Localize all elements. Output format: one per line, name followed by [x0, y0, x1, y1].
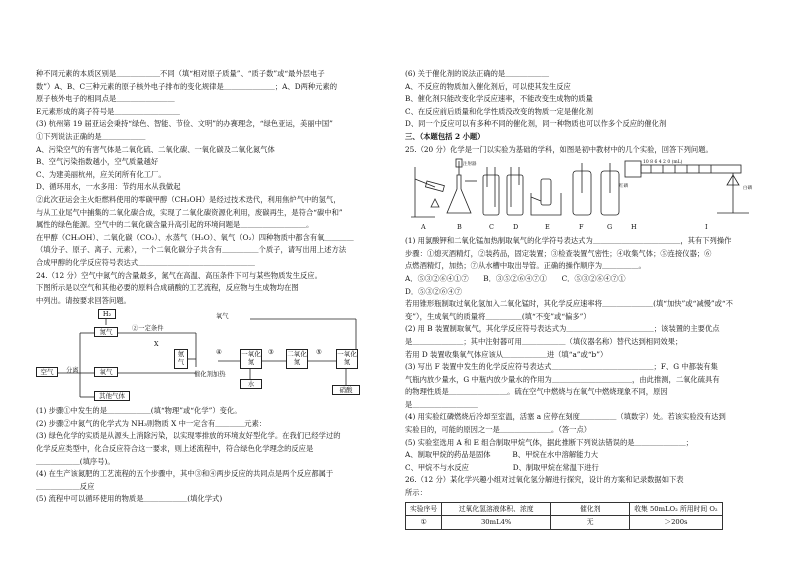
- catalyst-line: B、催化剂只能改变化学反应速率，不能改变生成物的质量: [405, 94, 593, 104]
- white-phosphorus-text: 白磷: [743, 186, 752, 192]
- q25-part-line: 所示：: [405, 488, 427, 498]
- step4-label: ④: [216, 349, 222, 357]
- left-top-line: 与从工业尾气中捕集的二氧化碳合成，实现了二氧化碳资源化利用，废碳再生，是符合“碳中和”: [36, 207, 343, 217]
- q25-part-line: 是＿＿＿＿＿＿＿；其中注射器可用＿＿＿＿＿＿（填仪器名称）替代达到相同效果；: [405, 336, 683, 346]
- q24-part-line: 化学反应类型中，化合反应符合这一要求，则上述流程中，符合绿色化学理念的反应是: [36, 444, 314, 454]
- table-row: [406, 516, 723, 530]
- step3-label: ③: [268, 349, 274, 357]
- q24-part-line: ＿＿＿＿＿＿(填序号)。: [36, 456, 115, 466]
- q25-part-line: 变”），生成氧气的质量将＿＿＿＿＿(填“不变”或“偏多”）: [405, 311, 591, 321]
- other-gas-box: 其他气体: [94, 391, 130, 401]
- label-g: G: [607, 223, 613, 232]
- q24-line: 中列出。请按要求回答问题。: [36, 295, 131, 305]
- q25-part-line: 步骤：①熄灭酒精灯，②装药品，固定装置；③检查装置气密性；④收集气体；⑤连接仪器；⑥: [405, 248, 712, 258]
- apparatus-drawing: [405, 157, 760, 221]
- left-top-line: ①下列说法正确的是＿＿＿＿＿＿: [36, 131, 146, 141]
- q24-part-line: (4) 在生产该氮肥的工艺流程的五个步骤中，其中③和④两步反应的共同点是两个反应都属于: [36, 469, 334, 479]
- q24-part-line: ＿＿＿＿＿＿反应: [36, 481, 95, 491]
- question-25-intro: [405, 144, 760, 157]
- lab-apparatus-figure: [405, 157, 760, 233]
- catalyst-line: C、在反应前后质量和化学性质没改变的物质一定是催化剂: [405, 106, 594, 116]
- n2-box: 氮气: [94, 327, 118, 337]
- left-top-line: 种不同元素的本质区别是＿＿＿＿＿＿不同（填“相对原子质量”、“质子数”或“最外层电子: [36, 69, 325, 78]
- q25-part-line: 26.（12 分）某化学兴趣小组对过氧化氢分解进行探究，设计的方案和记录数据如下表: [405, 475, 684, 485]
- table-header-cell: 催化剂: [551, 502, 630, 516]
- table-header-cell: 过氧化氢溶液体积、浓度: [442, 502, 551, 516]
- water-box: 水: [240, 379, 262, 389]
- catalyst-line: (6) 关于催化剂的说法正确的是＿＿＿＿＿＿: [405, 69, 549, 78]
- left-top-line: E元素形成的离子符号是＿＿＿＿＿＿＿＿＿: [36, 106, 180, 116]
- left-top-text: [36, 68, 386, 270]
- question-24-parts: [36, 405, 386, 506]
- scale-text: 10 8 6 4 2 0 (mL): [643, 160, 683, 166]
- q24-part-line: (3) 绿色化学的实质是从源头上消除污染，以实现零排放的环境友好型化学。在我们已经学过的: [36, 431, 341, 441]
- catalyst-heat-label: 催化剂加热: [194, 371, 226, 379]
- q25-part-line: (2) 用 B 装置制取氧气，其化学反应符号表达式为＿＿＿＿＿＿＿＿＿＿＿＿；该装置的主要优点: [405, 324, 720, 334]
- air-box: 空气: [36, 367, 58, 377]
- right-column: [405, 68, 760, 530]
- label-i: I: [705, 223, 708, 232]
- left-top-line: 属性的绿色能源。空气中的二氧化碳含量升高引起的环境问题是＿＿＿＿＿＿＿＿＿。: [36, 220, 314, 230]
- q24-part-line: (1) 步骤①中发生的是＿＿＿＿＿＿(填“物理”或“化学”）变化。: [36, 406, 242, 416]
- q24-line: 下图所示是以空气和其他必要的原料合成硝酸的工艺流程，反应物与生成物均在图: [36, 283, 299, 293]
- h2-box: H₂: [98, 309, 116, 319]
- q25-part-line: 实验目的，可能的原因之一是＿＿＿＿＿＿＿。（答一点）: [405, 425, 592, 435]
- table-cell: ①: [406, 516, 442, 530]
- label-c: C: [489, 223, 494, 232]
- no-return-box: 一氧化氮: [336, 349, 358, 369]
- q24-part-line: (2) 步骤②中氮气的化学式为 NH₃则物质 X 中一定含有＿＿＿＿元素：: [36, 418, 267, 428]
- table-cell: 无: [551, 516, 630, 530]
- q25-part-line: 若用锥形瓶制取过氧化氢加入二氧化锰时，其化学反应速率将＿＿＿＿＿＿＿(填“加快”或“减慢”或“不: [405, 299, 733, 309]
- q25-part-line: 若用 D 装置收集氧气体应该从＿＿＿＿＿＿进（填“a”或“b”）: [405, 349, 608, 359]
- left-column: [36, 68, 386, 506]
- no-box: 一氧化氮: [240, 349, 262, 369]
- q25-part-line: 点燃酒精灯，加热；⑦从水槽中取出导管。正确的操作顺序为＿＿＿＿＿。: [405, 261, 646, 271]
- left-top-line: D、循环用水，一水多用：节约用水从我做起: [36, 182, 181, 192]
- table-header-cell: 实验序号: [406, 502, 442, 516]
- catalyst-line: D、同一个反应可以有多种不同的催化剂，同一种物质也可以作多个反应的催化剂: [405, 119, 667, 129]
- left-top-line: C、为建美丽杭州，应关闭所有化工厂。: [36, 169, 166, 179]
- syringe-text: 注射器: [463, 162, 477, 168]
- section-3-heading: 三、（本题包括 2 小题）: [405, 131, 485, 141]
- q25-intro-line: 25.（20 分）化学是一门以实验为基础的学科，如图是初中教材中的几个实验，回答下列问题。: [405, 144, 713, 154]
- q25-part-line: C、甲烷不与水反应 D、制取甲烷在常温下进行: [405, 462, 599, 472]
- left-top-line: A、污染空气的有害气体是二氧化硫、二氧化碳、一氧化碳及二氧化氮气体: [36, 144, 275, 154]
- no2-box: 二氧化氮: [286, 349, 308, 369]
- label-d: D: [513, 223, 519, 232]
- o2-top-label: 氧气: [216, 313, 229, 321]
- q25-part-line: (4) 用实验红磷燃烧后冷却至室温，活塞 a 应停在刻度＿＿＿＿＿（填数字）处。若该实验没有达到: [405, 412, 726, 422]
- catalyst-line: A、不反应的物质加入催化剂后，可以使其发生反应: [405, 81, 571, 91]
- label-e: E: [545, 223, 550, 232]
- table-header-row: [406, 502, 723, 516]
- q25-part-line: 是＿＿＿＿＿＿＿＿＿: [405, 399, 478, 409]
- q25-part-line: A．⑤③②⑥④①⑦ B．③⑤②⑥④⑦① C．⑤③②⑥④⑦①: [405, 273, 626, 283]
- q25-part-line: A、制取甲烷的药品是固体 B、甲烷在水中溶解能力大: [405, 450, 599, 460]
- nitric-acid-box: 硝酸: [332, 385, 360, 395]
- left-top-line: 原子核外电子的相同点是＿＿＿＿＿＿＿＿: [36, 94, 175, 104]
- question-25-parts: [405, 235, 760, 499]
- left-top-line: 数”）A、B、C三种元素的原子核外电子排布的变化规律是＿＿＿＿＿＿＿；A、D两种元素的: [36, 81, 338, 91]
- step-x-label: X: [154, 341, 159, 349]
- left-top-line: 在甲醇（CH₃OH）、二氧化碳（CO₂）、水蒸气（H₂O）、氧气（O₂）四种物质中都含有氧＿＿＿＿: [36, 232, 354, 242]
- q25-part-line: (5) 实验室选用 A 和 E 组合制取甲烷气体，据此推断下列说法错误的是＿＿＿＿＿＿＿；: [405, 437, 693, 447]
- o2-box: 氧气: [94, 367, 118, 377]
- q25-part-line: 的物理性质是＿＿＿＿＿＿＿＿。硫在空气中燃烧与在氧气中燃烧现象不同，原因: [405, 387, 668, 397]
- step5-label: ⑤: [316, 349, 322, 357]
- red-phosphorus-text: 红磷: [619, 184, 628, 190]
- left-top-line: B、空气污染指数越小，空气质量越好: [36, 157, 159, 167]
- left-top-line: ②此次亚运会主火炬燃料使用的零碳甲醇（CH₃OH）是经过技术迭代，利用焦炉气中的氢气，: [36, 194, 341, 204]
- q25-part-line: 气瓶内放少量水，G 中瓶内放少量水的作用为＿＿＿＿＿＿＿＿＿＿＿，由此推测，二氧化硫具有: [405, 374, 720, 384]
- table-cell: ＞200s: [630, 516, 722, 530]
- catalyst-question: [405, 68, 760, 131]
- table-cell: 30mL4%: [442, 516, 551, 530]
- label-h: H: [631, 223, 637, 232]
- table-header-cell: 收集 50mLO₂ 所用时间 O₂: [630, 502, 722, 516]
- q25-part-line: (1) 用氯酸钾和二氧化锰加热制取氧气的化学符号表达式为＿＿＿＿＿＿＿＿＿＿＿＿，其有下列操作: [405, 236, 732, 246]
- label-f: F: [579, 223, 584, 232]
- ammonia-box: 氨气: [174, 349, 188, 369]
- q25-part-line: D．⑤③②⑥④⑦: [405, 286, 462, 296]
- q24-part-line: (5) 流程中可以循环使用的物质是＿＿＿＿＿＿(填化学式): [36, 494, 223, 504]
- left-top-line: 合成甲醇的化学反应符号表达式＿＿＿＿＿＿＿＿＿＿＿＿＿＿＿＿: [36, 257, 255, 267]
- question-24-intro: [36, 270, 386, 308]
- left-top-line: (3) 杭州第 19 届亚运会秉持“绿色、智能、节俭、文明”的办赛理念，“绿色亚运，美丽中国”: [36, 119, 333, 129]
- label-a: A: [421, 223, 426, 232]
- q24-line: 24.（12 分）空气中氮气的含量最多，氮气在高温、高压条件下可与某些物质发生反应。: [36, 270, 322, 280]
- separate-label: 分离: [66, 367, 79, 375]
- label-b: B: [457, 223, 462, 232]
- nitric-acid-flowchart: [36, 309, 386, 403]
- step2-label: ②一定条件: [132, 325, 164, 333]
- left-top-line: （填分子、原子、离子、元素），一个二氧化碳分子共含有＿＿＿＿＿个质子，请写出用上述方法: [36, 245, 347, 255]
- q25-part-line: (3) 写出 F 装置中发生的化学反应符号表达式＿＿＿＿＿＿＿＿＿＿＿＿＿＿；F、G 中都装有集: [405, 362, 718, 372]
- experiment-table: [405, 502, 723, 530]
